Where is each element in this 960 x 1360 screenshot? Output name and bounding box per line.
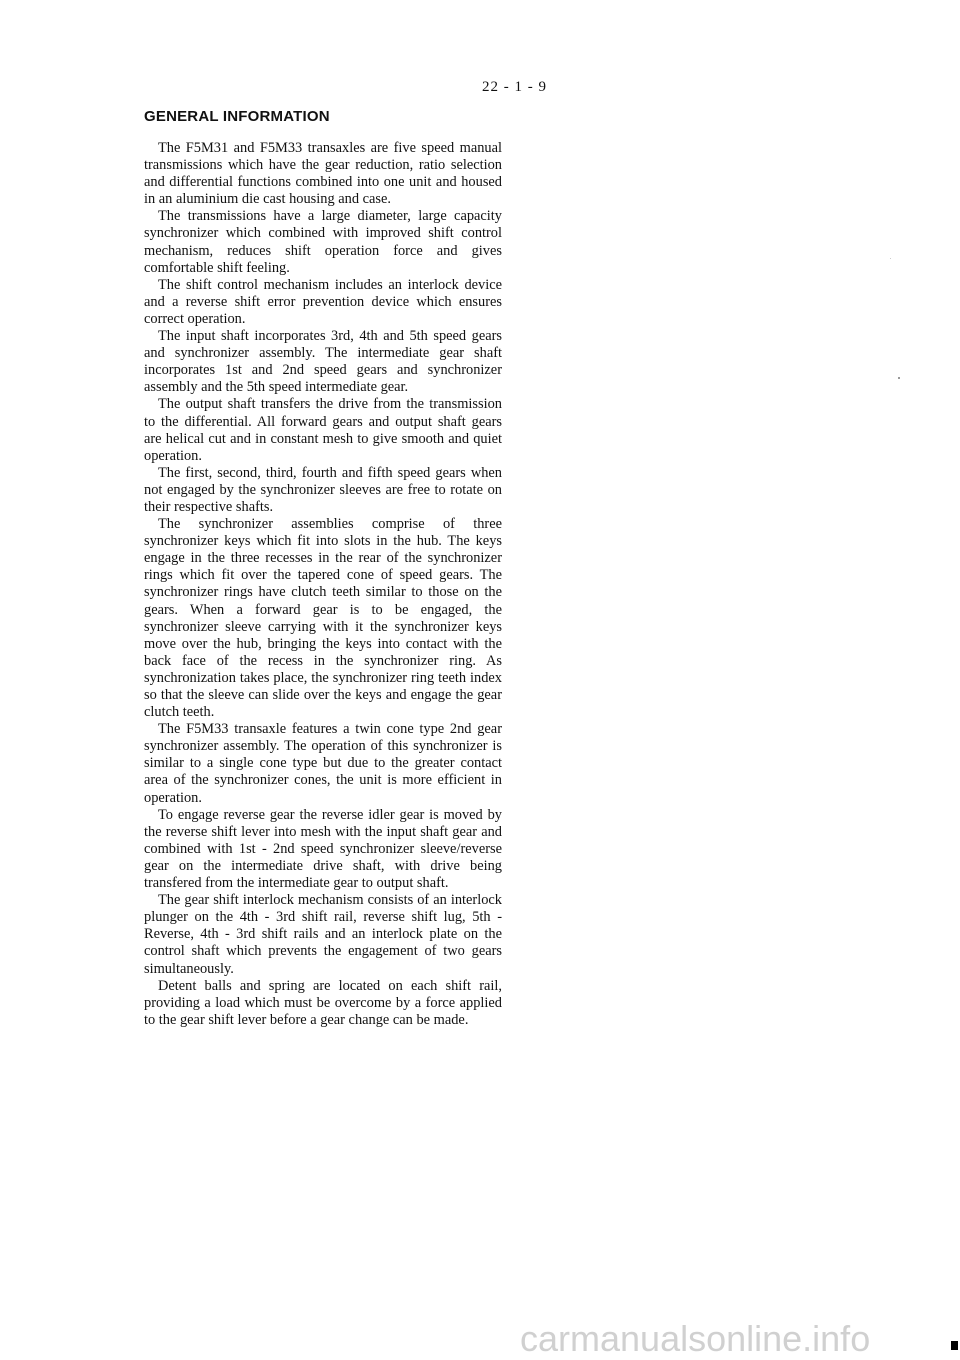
paragraph: The shift control mechanism includes an interlock device and a reverse shift error prevention device which ensures correct operation. [144,276,502,327]
paragraph: The first, second, third, fourth and fifth speed gears when not engaged by the synchronizer sleeves are free to rotate on their respective shafts. [144,464,502,515]
paragraph: The input shaft incorporates 3rd, 4th and 5th speed gears and synchronizer assembly. The intermediate gear shaft incorporates 1st and 2nd speed gears and synchronizer assembly and the 5th speed intermediate gear. [144,328,502,396]
paragraph: The output shaft transfers the drive from the transmission to the differential. All forward gears and output shaft gears are helical cut and in constant mesh to give smooth and quiet operation. [144,396,502,464]
corner-mark [951,1341,958,1350]
page-number: 22 - 1 - 9 [482,79,547,95]
scan-speck [890,258,891,259]
scan-speck [898,377,900,379]
body-text [144,140,502,1029]
paragraph: The synchronizer assemblies comprise of three synchronizer keys which fit into slots in the hub. The keys engage in the three recesses in the rear of the synchronizer rings which fit over the tapered cone of speed gears. The synchronizer rings have clutch teeth similar to those on the gears. When a forward gear is to be engaged, the synchronizer sleeve carrying with it the synchronizer keys move over the hub, bringing the keys into contact with the back face of the recess in the synchronizer ring. As synchronization takes place, the synchronizer ring teeth index so that the sleeve can slide over the keys and engage the gear clutch teeth. [144,516,502,721]
watermark-text[interactable]: carmanualsonline.info [520,1318,871,1359]
section-heading: GENERAL INFORMATION [144,108,330,125]
paragraph: The transmissions have a large diameter, large capacity synchronizer which combined with improved shift control mechanism, reduces shift operation force and gives comfortable shift feeling. [144,208,502,276]
paragraph: The gear shift interlock mechanism consists of an interlock plunger on the 4th - 3rd shift rail, reverse shift lug, 5th - Reverse, 4th - 3rd shift rails and an interlock plate on the control shaft which prevents the engagement of two gears simultaneously. [144,892,502,977]
paragraph: To engage reverse gear the reverse idler gear is moved by the reverse shift lever into mesh with the input shaft gear and combined with 1st - 2nd speed synchronizer sleeve/reverse gear on the intermediate drive shaft, with drive being transfered from the intermediate gear to output shaft. [144,806,502,892]
paragraph: The F5M31 and F5M33 transaxles are five speed manual transmissions which have the gear reduction, ratio selection and differential functions combined into one unit and housed in an aluminium die cast housing and case. [144,140,502,208]
paragraph: The F5M33 transaxle features a twin cone type 2nd gear synchronizer assembly. The operation of this synchronizer is similar to a single cone type but due to the greater contact area of the synchronizer cones, the unit is more efficient in operation. [144,721,502,806]
paragraph: Detent balls and spring are located on each shift rail, providing a load which must be overcome by a force applied to the gear shift lever before a gear change can be made. [144,977,502,1028]
